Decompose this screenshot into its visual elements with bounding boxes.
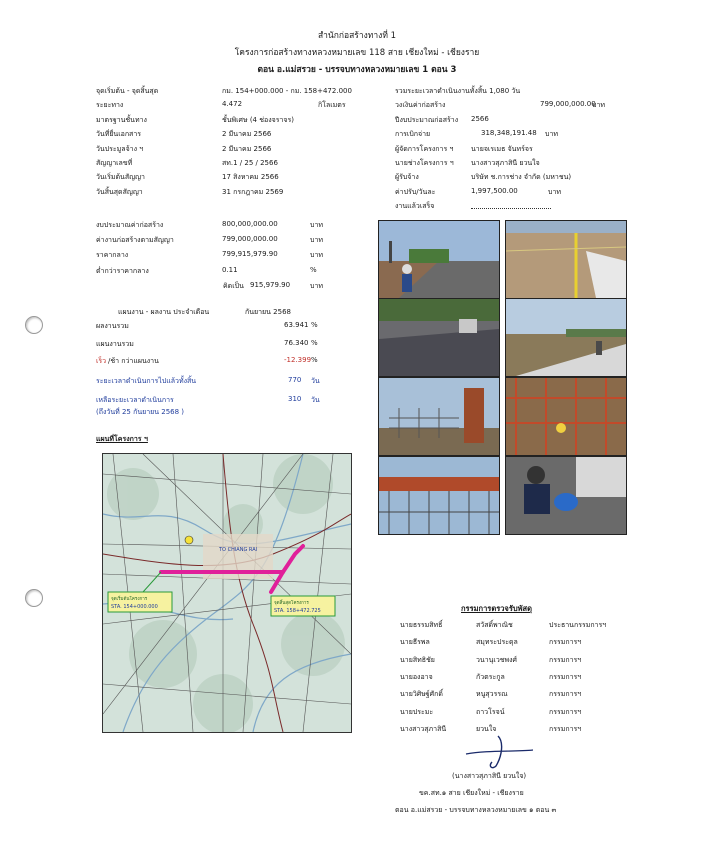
progress-unit: % <box>311 339 318 347</box>
info-right-label: ปีงบประมาณก่อสร้าง <box>395 115 459 124</box>
progress-label: เหลือระยะเวลาดำเนินการ <box>96 396 174 404</box>
info-right-value: 1,997,500.00 <box>471 186 518 195</box>
info-right-label: การเบิกจ่าย <box>395 130 431 139</box>
committee-member-role: กรรมการฯ <box>549 672 582 681</box>
committee-member-name: นางสาวสุภาสินี <box>400 724 447 733</box>
budget-unit: บาท <box>310 236 323 245</box>
info-right-value: นางสาวสุภาสินี ยวนใจ <box>471 159 540 167</box>
info-left-label: มาตรฐานชั้นทาง <box>96 115 147 124</box>
info-left-label: ระยะทาง <box>96 101 124 110</box>
info-left-label: สัญญาเลขที่ <box>96 159 133 167</box>
info-right-label: งานแล้วเสร็จ <box>395 202 435 211</box>
photo-worker-testing <box>505 456 627 535</box>
progress-title: แผนงาน - ผลงาน ประจำเดือน <box>118 308 210 316</box>
info-left-value: สท.1 / 25 / 2566 <box>222 159 278 167</box>
info-right-label: นายช่างโครงการ ฯ <box>395 159 454 167</box>
budget-label: ต่ำกว่าราคากลาง <box>96 266 149 275</box>
info-left-value: ชั้นพิเศษ (4 ช่องจราจร) <box>222 115 294 124</box>
photo-road-survey <box>378 220 500 299</box>
info-left-value: 4.472 <box>222 100 243 109</box>
budget-value: 799,000,000.00 <box>222 235 278 244</box>
committee-member-surname: กัวตระกูล <box>476 672 505 681</box>
photo-earthwork <box>505 220 627 299</box>
info-right-value: นายจเรเมธ จันทร์จร <box>471 144 533 153</box>
header-project: โครงการก่อสร้างทางหลวงหมายเลข 118 สาย เชียงใหม่ - เชียงราย <box>234 48 480 58</box>
budget-label: ราคากลาง <box>96 251 129 260</box>
info-left-value: 31 กรกฎาคม 2569 <box>222 187 284 196</box>
committee-member-role: กรรมการฯ <box>549 638 582 647</box>
info-right-label: ผู้รับจ้าง <box>395 173 419 182</box>
photo-finished-lane <box>505 298 627 377</box>
info-right-value: 2566 <box>471 114 489 123</box>
map-start-title: จุดเริ่มต้นโครงการ <box>111 597 148 602</box>
photo-concrete-pour <box>378 298 500 377</box>
committee-member-name: นายธีรพล <box>400 638 430 647</box>
completion-dots <box>471 202 551 209</box>
map-graphic <box>103 454 351 732</box>
info-right-value: บริษัท ช.การช่าง จำกัด (มหาชน) <box>471 173 572 182</box>
budget-total-unit: บาท <box>310 282 323 290</box>
committee-member-role: กรรมการฯ <box>549 655 582 664</box>
budget-total-label: คิดเป็น <box>223 282 244 290</box>
budget-label: งบประมาณค่าก่อสร้าง <box>96 221 164 229</box>
progress-label: แผนงานรวม <box>96 340 134 348</box>
committee-member-surname: หนูสุวรรณ <box>476 690 508 699</box>
budget-value: 0.11 <box>222 265 238 274</box>
progress-label-faster: เร็ว <box>96 357 107 365</box>
info-left-unit: กิโลเมตร <box>318 101 346 110</box>
info-right-unit: บาท <box>545 130 558 139</box>
committee-member-role: กรรมการฯ <box>549 707 582 716</box>
committee-member-name: นายองอาจ <box>400 672 433 681</box>
info-left-value: กม. 154+000.000 - กม. 158+472.000 <box>222 87 352 95</box>
info-left-label: วันที่ยื่นเอกสาร <box>96 130 142 139</box>
punch-hole-top <box>25 316 43 334</box>
info-right-label: ผู้จัดการโครงการ ฯ <box>395 144 454 153</box>
punch-hole-bottom <box>25 589 43 607</box>
info-right-value: 799,000,000.00 <box>540 100 596 109</box>
committee-member-surname: สมุทระประดุล <box>476 638 518 647</box>
progress-unit: % <box>311 356 318 364</box>
committee-member-name: นายวิศิษฐ์ศักดิ์ <box>400 690 443 699</box>
budget-unit: บาท <box>310 221 323 229</box>
project-map <box>102 453 352 733</box>
progress-note: (ถึงวันที่ 25 กันยายน 2568 ) <box>96 408 185 416</box>
map-city-label: TO CHIANG RAI <box>219 547 258 553</box>
signature-position: ขค.สท.๑ สาย เชียงใหม่ - เชียงราย <box>419 789 524 797</box>
info-right-value: 318,348,191.48 <box>481 129 537 138</box>
photo-bridge-formwork <box>378 377 500 456</box>
info-left-value: 2 มีนาคม 2566 <box>222 130 272 139</box>
header-section: ตอน อ.แม่สรวย - บรรจบทางหลวงหมายเลข 1 ตอน 3 <box>257 65 457 75</box>
info-left-value: 17 สิงหาคม 2566 <box>222 173 279 182</box>
progress-unit: วัน <box>311 396 320 404</box>
committee-member-name: นายธรรมสิทธิ์ <box>400 621 443 629</box>
info-right-label: วงเงินค่าก่อสร้าง <box>395 101 446 110</box>
budget-value: 800,000,000.00 <box>222 220 278 228</box>
progress-unit: % <box>311 321 318 329</box>
map-start-label: STA. 154+000.000 <box>111 604 158 610</box>
budget-value: 799,915,979.90 <box>222 250 278 259</box>
committee-member-surname: วนานุเวชพงศ์ <box>476 655 517 664</box>
committee-member-surname: ถาวโรจน์ <box>476 707 505 716</box>
progress-value: -12.399 <box>284 356 312 364</box>
info-left-label: จุดเริ่มต้น - จุดสิ้นสุด <box>96 87 159 95</box>
map-title: แผนที่โครงการ ฯ <box>96 435 148 443</box>
committee-title: กรรมการตรวจรับพัสดุ <box>461 604 533 613</box>
committee-member-role: กรรมการฯ <box>549 724 582 733</box>
budget-unit: บาท <box>310 251 323 260</box>
map-end-title: จุดสิ้นสุดโครงการ <box>274 601 309 606</box>
info-left-label: วันประมูลจ้าง ฯ <box>96 144 144 153</box>
committee-member-surname: สวัสดิ์พาณิช <box>476 621 513 629</box>
committee-member-surname: ยวนใจ <box>476 724 497 733</box>
progress-value: 63.941 <box>284 321 309 329</box>
info-right-label: รวมระยะเวลาดำเนินงานทั้งสิ้น 1,080 วัน <box>395 87 521 95</box>
info-right-label: ค่าปรับ/วันละ <box>395 187 436 196</box>
info-left-label: วันเริ่มต้นสัญญา <box>96 173 145 182</box>
progress-label: /ช้า กว่าแผนงาน <box>108 357 159 365</box>
progress-unit: วัน <box>311 377 320 385</box>
signature-name: (นางสาวสุภาสินี ยวนใจ) <box>452 772 527 780</box>
budget-total-value: 915,979.90 <box>250 281 291 289</box>
header-office: สำนักก่อสร้างทางที่ 1 <box>317 31 397 41</box>
info-right-unit: บาท <box>548 187 561 196</box>
committee-member-role: ประธานกรรมการฯ <box>549 621 607 629</box>
signature-section: ตอน อ.แม่สรวย - บรรจบทางหลวงหมายเลข ๑ ตอน ๓ <box>395 806 557 814</box>
progress-month: กันยายน 2568 <box>245 308 291 316</box>
budget-label: ค่างานก่อสร้างตามสัญญา <box>96 236 174 245</box>
progress-value: 310 <box>288 395 302 403</box>
progress-label: ระยะเวลาดำเนินการไปแล้วทั้งสิ้น <box>96 377 197 385</box>
signature-mark <box>458 732 538 772</box>
committee-member-name: นายสิทธิชัย <box>400 655 435 664</box>
progress-value: 76.340 <box>284 339 309 347</box>
committee-member-role: กรรมการฯ <box>549 690 582 699</box>
budget-unit: % <box>310 265 317 274</box>
committee-member-name: นายประมะ <box>400 707 434 716</box>
progress-value: 770 <box>288 376 302 384</box>
map-end-label: STA. 158+472.725 <box>274 608 321 614</box>
photo-bridge-deck <box>378 456 500 535</box>
progress-label: ผลงานรวม <box>96 322 129 330</box>
info-left-label: วันสิ้นสุดสัญญา <box>96 187 143 196</box>
info-right-unit: บาท <box>592 101 605 110</box>
photo-rebar-work <box>505 377 627 456</box>
map-marker-icon <box>185 536 193 544</box>
info-left-value: 2 มีนาคม 2566 <box>222 144 272 153</box>
